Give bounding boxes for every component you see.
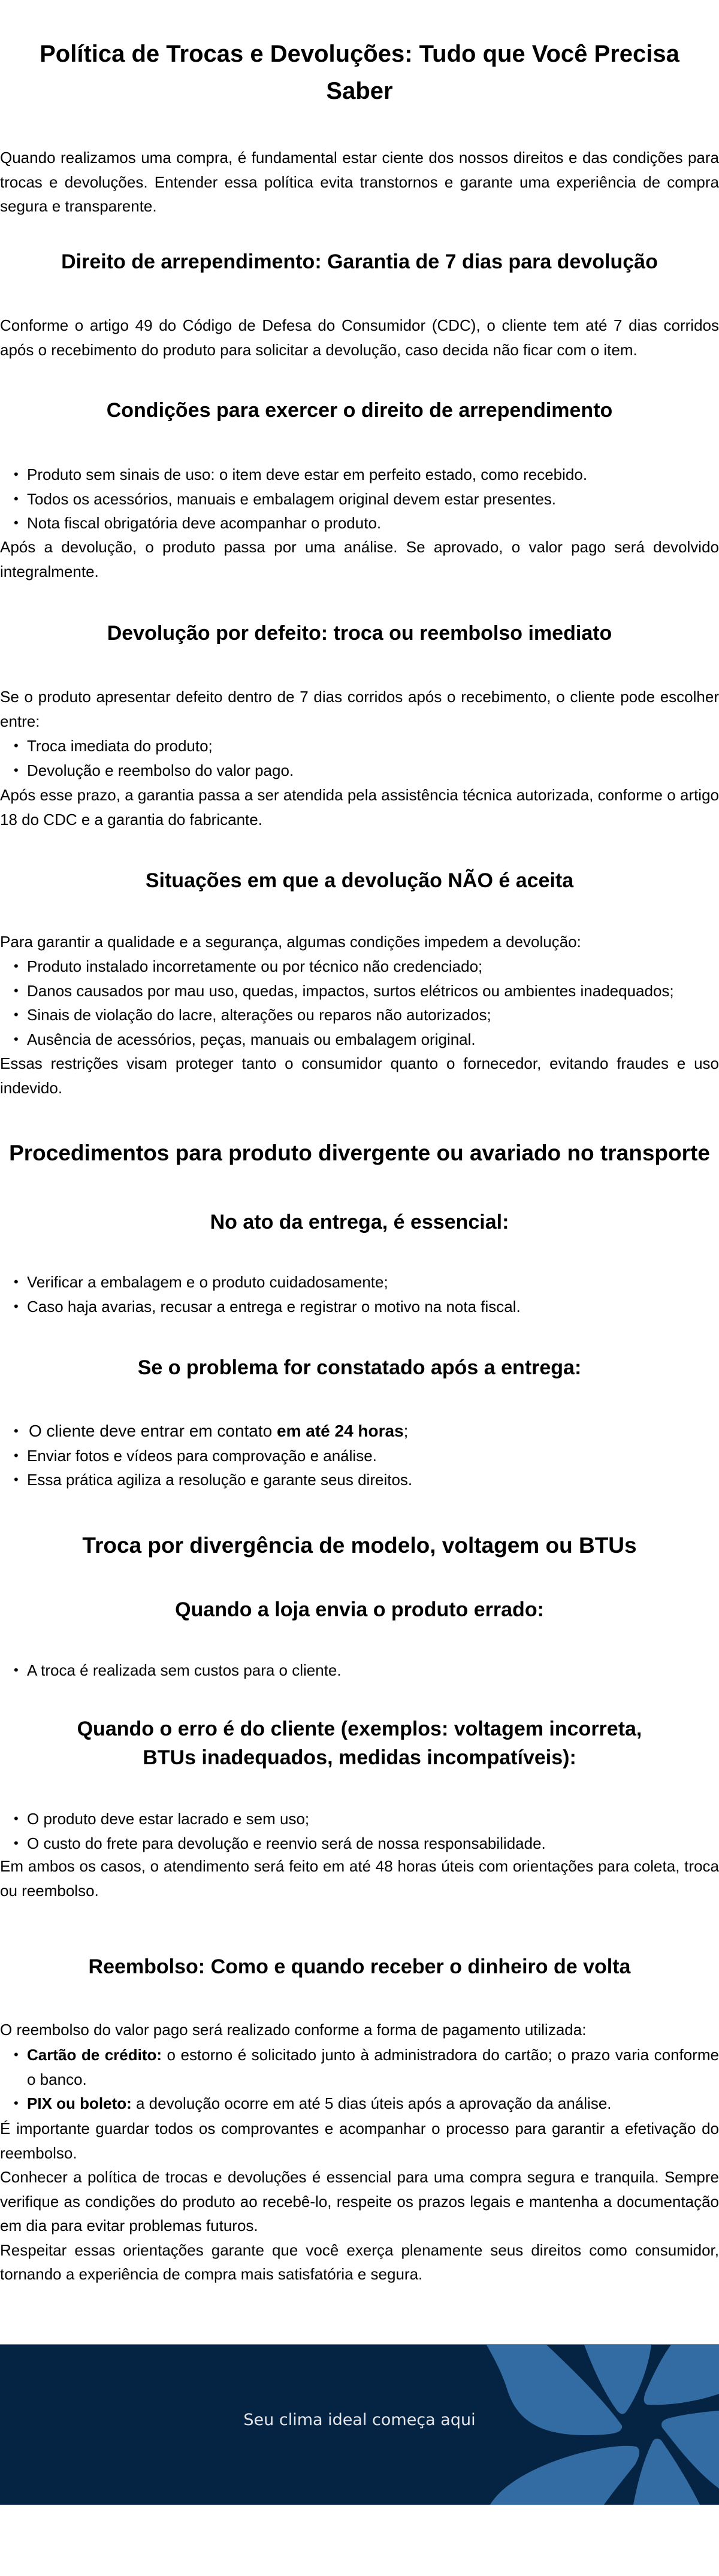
list-item <box>0 1831 719 1856</box>
payment-method-label: PIX ou boleto: <box>27 2094 132 2112</box>
bullet-icon: • <box>14 959 19 973</box>
heading-ato-entrega: No ato da entrega, é essencial: <box>210 1211 509 1233</box>
page-title: Política de Trocas e Devoluções: Tudo que Você Precisa Saber <box>40 41 679 104</box>
paragraph-reembolso: O reembolso do valor pago será realizado conforme a forma de pagamento utilizada: <box>0 2021 587 2039</box>
banner-tagline: Seu clima ideal começa aqui <box>243 2411 476 2429</box>
list-item-text: Devolução e reembolso do valor pago. <box>27 761 294 779</box>
paragraph-comprovantes: É importante guardar todos os comprovantes e acompanhar o processo para garantir a efetivação do reembolso. <box>0 2120 719 2162</box>
bullet-icon: • <box>14 1835 19 1851</box>
list-item-text: Produto instalado incorretamente ou por técnico não credenciado; <box>27 957 483 975</box>
list-item <box>0 2043 719 2091</box>
list-item <box>0 1270 719 1295</box>
list-item-text: a devolução ocorre em até 5 dias úteis após a aprovação da análise. <box>131 2094 612 2112</box>
list-item <box>0 1419 719 1444</box>
paragraph-respeitar: Respeitar essas orientações garante que você exerça plenamente seus direitos como consumidor, tornando a experiência de compra mais satisfatória e segura. <box>0 2241 719 2283</box>
list-ato-entrega <box>0 1270 719 1319</box>
list-item <box>0 734 719 758</box>
paragraph-conhecer: Conhecer a política de trocas e devoluções é essencial para uma compra segura e tranquila. Sempre verifique as condições do produto ao recebê-lo, respeite os prazos legais e mantenha a documentação em dia para evitar problemas futuros. <box>0 2168 719 2235</box>
list-erro-cliente <box>0 1807 719 1855</box>
list-item <box>0 511 719 536</box>
list-reembolso <box>0 2043 719 2116</box>
list-item <box>0 2091 719 2116</box>
list-item-text: Sinais de violação do lacre, alterações ou reparos não autorizados; <box>27 1006 491 1024</box>
heading-erro-cliente: Quando o erro é do cliente (exemplos: voltagem incorreta, BTUs inadequados, medidas incompatíveis): <box>77 1718 642 1769</box>
list-item <box>0 758 719 783</box>
list-item <box>0 487 719 512</box>
paragraph-restricoes: Essas restrições visam proteger tanto o consumidor quanto o fornecedor, evitando fraudes e uso indevido. <box>0 1054 719 1097</box>
list-item-text: Essa prática agiliza a resolução e garante seus direitos. <box>27 1471 413 1489</box>
list-item <box>0 1295 719 1319</box>
bullet-icon: • <box>14 1007 19 1022</box>
bullet-icon: • <box>14 1274 19 1289</box>
bullet-icon: • <box>14 491 19 506</box>
bullet-icon: • <box>14 1447 19 1463</box>
list-item <box>0 1003 719 1027</box>
emphasis-deadline: em até 24 horas <box>277 1422 404 1440</box>
list-item-text: ; <box>403 1422 409 1440</box>
list-loja-errado <box>0 1658 719 1683</box>
bullet-icon: • <box>14 982 19 998</box>
list-item <box>0 462 719 487</box>
bullet-icon: • <box>14 1472 19 1487</box>
list-item-text: Enviar fotos e vídeos para comprovação e análise. <box>27 1446 377 1465</box>
heading-condicoes: Condições para exercer o direito de arrependimento <box>106 399 613 422</box>
heading-procedimentos: Procedimentos para produto divergente ou avariado no transporte <box>9 1141 710 1165</box>
list-item-text: O produto deve estar lacrado e sem uso; <box>27 1810 310 1828</box>
petal-shape <box>644 2345 719 2405</box>
footer-banner <box>0 2344 719 2505</box>
paragraph-ambos-casos: Em ambos os casos, o atendimento será feito em até 48 horas úteis com orientações para coleta, troca ou reembolso. <box>0 1857 719 1900</box>
list-condicoes <box>0 462 719 536</box>
list-item <box>0 1807 719 1831</box>
list-item-text: Todos os acessórios, manuais e embalagem original devem estar presentes. <box>27 489 557 508</box>
list-nao-aceita <box>0 954 719 1051</box>
heading-apos-entrega: Se o problema for constatado após a entrega: <box>137 1356 582 1379</box>
paragraph-nao-aceita: Para garantir a qualidade e a segurança, algumas condições impedem a devolução: <box>0 933 581 951</box>
bullet-icon: • <box>14 1298 19 1314</box>
list-item-text: A troca é realizada sem custos para o cliente. <box>27 1661 342 1679</box>
list-defeito <box>0 734 719 782</box>
list-item <box>0 1658 719 1683</box>
closing-paragraphs <box>0 2117 719 2287</box>
paragraph-direito-arrependimento: Conforme o artigo 49 do Código de Defesa do Consumidor (CDC), o cliente tem até 7 dias corridos após o recebimento do produto para solicitar a devolução, caso decida não ficar com o item. <box>0 316 719 359</box>
bullet-icon: • <box>14 1031 19 1047</box>
paragraph-garantia: Após esse prazo, a garantia passa a ser atendida pela assistência técnica autorizada, conforme o artigo 18 do CDC e a garantia do fabricante. <box>0 786 719 829</box>
list-apos-entrega <box>0 1419 719 1492</box>
bullet-icon: • <box>14 1811 19 1826</box>
heading-loja-envia-errado: Quando a loja envia o produto errado: <box>175 1598 544 1621</box>
bullet-icon: • <box>14 762 19 778</box>
bullet-icon: • <box>14 738 19 753</box>
list-item-text: Produto sem sinais de uso: o item deve estar em perfeito estado, como recebido. <box>27 465 588 483</box>
bullet-icon: • <box>14 515 19 530</box>
list-item-text: O custo do frete para devolução e reenvio será de nossa responsabilidade. <box>27 1834 546 1852</box>
list-item-text: O cliente deve entrar em contato <box>29 1422 277 1440</box>
heading-devolucao-defeito: Devolução por defeito: troca ou reembolso imediato <box>107 622 612 645</box>
paragraph-defeito: Se o produto apresentar defeito dentro de 7 dias corridos após o recebimento, o cliente pode escolher entre: <box>0 688 719 730</box>
intro-text: Quando realizamos uma compra, é fundamental estar ciente dos nossos direitos e das condições para trocas e devoluções. Entender essa política evita transtornos e garante uma experiência de compra segura e transparente. <box>0 149 719 215</box>
list-item <box>0 954 719 979</box>
list-item <box>0 1444 719 1468</box>
petal-shape <box>490 2446 639 2505</box>
list-item <box>0 1027 719 1052</box>
heading-direito-arrependimento: Direito de arrependimento: Garantia de 7 dias para devolução <box>61 250 658 273</box>
heading-reembolso: Reembolso: Como e quando receber o dinheiro de volta <box>88 1955 631 1978</box>
heading-troca-divergencia: Troca por divergência de modelo, voltagem ou BTUs <box>82 1533 637 1558</box>
bullet-icon: • <box>14 2047 19 2062</box>
heading-nao-aceita: Situações em que a devolução NÃO é aceita <box>145 869 574 892</box>
bullet-icon: • <box>14 1423 19 1438</box>
bullet-icon: • <box>14 467 19 482</box>
bullet-icon: • <box>14 2096 19 2111</box>
list-item-text: o estorno é solicitado junto à administradora do cartão; o prazo varia conforme o banco. <box>27 2046 719 2088</box>
list-item-text: Troca imediata do produto; <box>27 737 213 755</box>
list-item-text: Danos causados por mau uso, quedas, impactos, surtos elétricos ou ambientes inadequados; <box>27 981 674 1000</box>
list-item-text: Verificar a embalagem e o produto cuidadosamente; <box>27 1273 388 1291</box>
paragraph-apos-devolucao: Após a devolução, o produto passa por uma análise. Se aprovado, o valor pago será devolvido integralmente. <box>0 538 719 580</box>
payment-method-label: Cartão de crédito: <box>27 2046 162 2064</box>
bullet-icon: • <box>14 1662 19 1677</box>
list-item <box>0 979 719 1003</box>
list-item <box>0 1468 719 1492</box>
list-item-text: Caso haja avarias, recusar a entrega e registrar o motivo na nota fiscal. <box>27 1297 521 1316</box>
list-item-text: Ausência de acessórios, peças, manuais ou embalagem original. <box>27 1030 476 1048</box>
list-item-text: Nota fiscal obrigatória deve acompanhar o produto. <box>27 514 382 532</box>
intro-paragraph <box>0 146 719 219</box>
